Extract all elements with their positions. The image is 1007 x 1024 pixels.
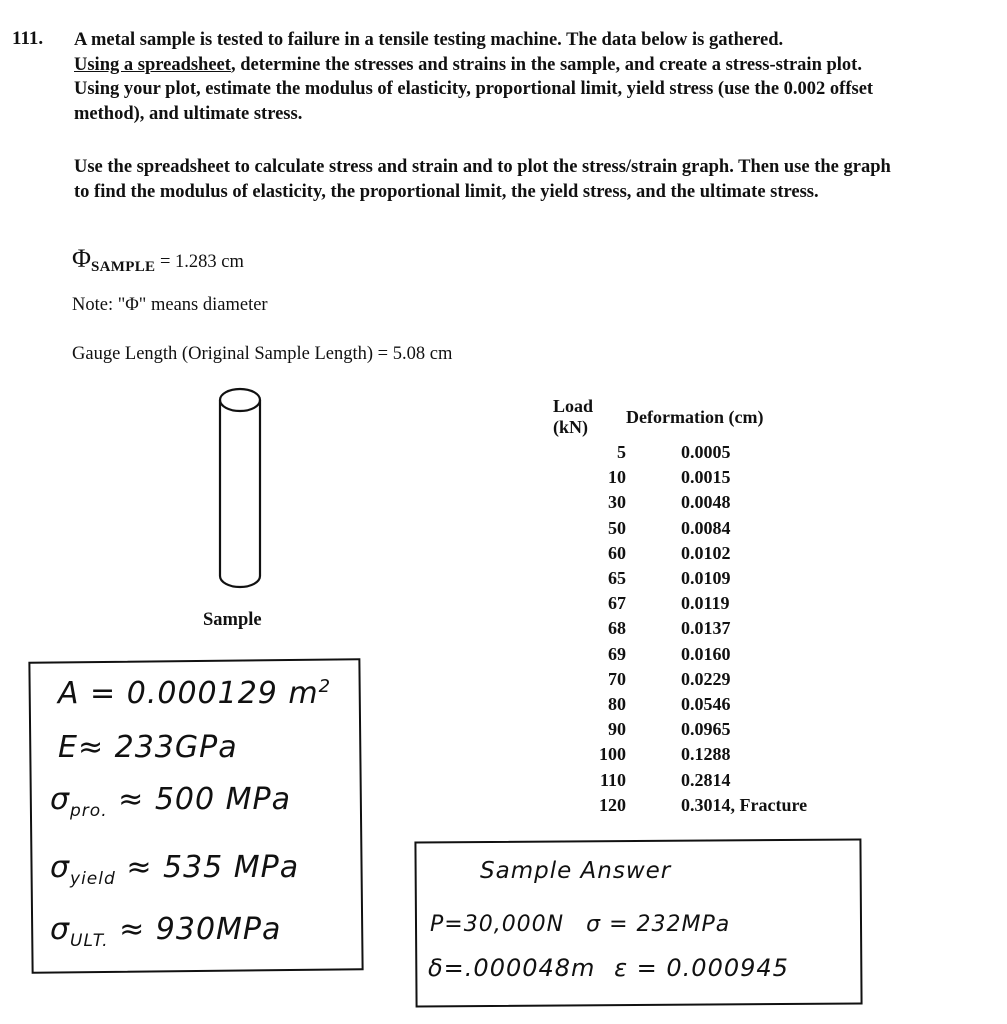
load-cell: 80 <box>608 693 626 714</box>
load-cell: 65 <box>608 568 626 589</box>
sample-answer-line1 <box>430 912 730 937</box>
deformation-cell: 0.0965 <box>681 719 731 740</box>
answer-area <box>58 676 331 711</box>
deformation-cell: 0.0229 <box>681 668 731 689</box>
deformation-cell: 0.0102 <box>681 542 731 563</box>
table-row <box>553 793 807 818</box>
answer-yield-stress <box>50 850 299 889</box>
column-header-deformation: Deformation (cm) <box>626 406 764 427</box>
deformation-cell: 0.0015 <box>681 467 731 488</box>
ult-subscript: ULT. <box>70 931 109 951</box>
table-row <box>553 692 807 717</box>
note-line: Note: "Φ" means diameter <box>72 295 268 315</box>
table-row <box>553 591 807 616</box>
sigma-symbol: σ <box>50 912 71 947</box>
sample-answer-title: Sample Answer <box>480 858 672 884</box>
diameter-value: = 1.283 cm <box>159 252 244 272</box>
answer-ultimate-stress <box>50 912 281 951</box>
sigma-symbol: σ <box>50 782 71 817</box>
para1-line2 <box>74 53 994 78</box>
deformation-cell: 0.0546 <box>681 693 731 714</box>
answer-area-value: A = 0.000129 m <box>58 676 319 711</box>
table-row <box>553 616 807 641</box>
load-cell: 68 <box>608 618 626 639</box>
sample-cylinder-drawing <box>216 386 266 594</box>
table-row <box>553 742 807 767</box>
table-row <box>553 566 807 591</box>
deformation-cell: 0.0119 <box>681 593 730 614</box>
para1-line2-rest: , determine the stresses and strains in the sample, and create a stress-strain plot. <box>230 54 862 75</box>
deformation-cell: 0.3014, Fracture <box>681 794 808 815</box>
load-cell: 110 <box>599 769 626 790</box>
prop-value: ≈ 500 MPa <box>118 782 291 817</box>
problem-number: 111. <box>12 28 44 49</box>
load-cell: 10 <box>608 467 626 488</box>
ult-value: ≈ 930MPa <box>119 912 282 947</box>
para2-line1: Use the spreadsheet to calculate stress and strain and to plot the stress/strain graph. Then use the graph <box>74 157 891 177</box>
phi-subscript: SAMPLE <box>91 259 156 275</box>
load-cell: 90 <box>608 719 626 740</box>
load-cell: 69 <box>608 643 626 664</box>
sample-label: Sample <box>203 610 262 630</box>
table-row <box>553 465 807 490</box>
table-row <box>553 767 807 792</box>
load-cell: 60 <box>608 542 626 563</box>
answer-area-exponent: 2 <box>318 676 332 697</box>
yield-value: ≈ 535 MPa <box>126 850 300 885</box>
phi-symbol: Φ <box>72 244 92 273</box>
problem-paragraph-1 <box>74 28 994 126</box>
table-row <box>553 490 807 515</box>
load-cell: 50 <box>608 517 626 538</box>
answer-proportional-limit <box>50 782 291 821</box>
gauge-length-line: Gauge Length (Original Sample Length) = 5.08 cm <box>72 344 453 364</box>
para1-line3: Using your plot, estimate the modulus of elasticity, proportional limit, yield stress (use the 0.002 offset <box>74 79 874 99</box>
column-header-load: Load (kN) <box>553 396 594 437</box>
load-cell: 5 <box>617 442 626 463</box>
load-cell: 67 <box>608 593 626 614</box>
sample-answer-load: P=30,000N <box>430 912 565 937</box>
para2-line2: to find the modulus of elasticity, the proportional limit, the yield stress, and the ultimate stress. <box>74 181 819 202</box>
sigma-symbol: σ <box>50 850 71 885</box>
deformation-cell: 0.0137 <box>681 618 731 639</box>
load-cell: 30 <box>608 492 626 513</box>
answer-modulus: E≈ 233GPa <box>58 730 238 765</box>
deformation-cell: 0.0160 <box>681 643 731 664</box>
deformation-cell: 0.2814 <box>681 769 731 790</box>
sample-answer-line2 <box>428 954 789 982</box>
sample-answer-deformation: δ=.000048m <box>428 954 596 982</box>
table-row <box>553 440 807 465</box>
spreadsheet-underline: Using a spreadsheet <box>74 54 231 75</box>
deformation-cell: 0.0084 <box>681 517 731 538</box>
table-row <box>553 667 807 692</box>
sample-answer-stress: σ = 232MPa <box>586 912 731 937</box>
yield-subscript: yield <box>70 869 116 889</box>
diameter-line <box>72 244 244 276</box>
load-cell: 120 <box>599 794 626 815</box>
deformation-cell: 0.0048 <box>681 492 731 513</box>
para1-line1: A metal sample is tested to failure in a tensile testing machine. The data below is gathered. <box>74 30 784 50</box>
deformation-cell: 0.0005 <box>681 442 731 463</box>
table-row <box>553 516 807 541</box>
load-deformation-table <box>553 396 807 818</box>
sample-answer-strain: ε = 0.000945 <box>614 954 789 982</box>
load-cell: 70 <box>608 668 626 689</box>
load-cell: 100 <box>599 744 626 765</box>
para1-line4: method), and ultimate stress. <box>74 103 303 124</box>
deformation-cell: 0.1288 <box>681 744 731 765</box>
deformation-cell: 0.0109 <box>681 568 731 589</box>
table-row <box>553 541 807 566</box>
table-row <box>553 717 807 742</box>
prop-subscript: pro. <box>70 801 108 821</box>
problem-paragraph-2 <box>74 155 994 204</box>
table-row <box>553 642 807 667</box>
